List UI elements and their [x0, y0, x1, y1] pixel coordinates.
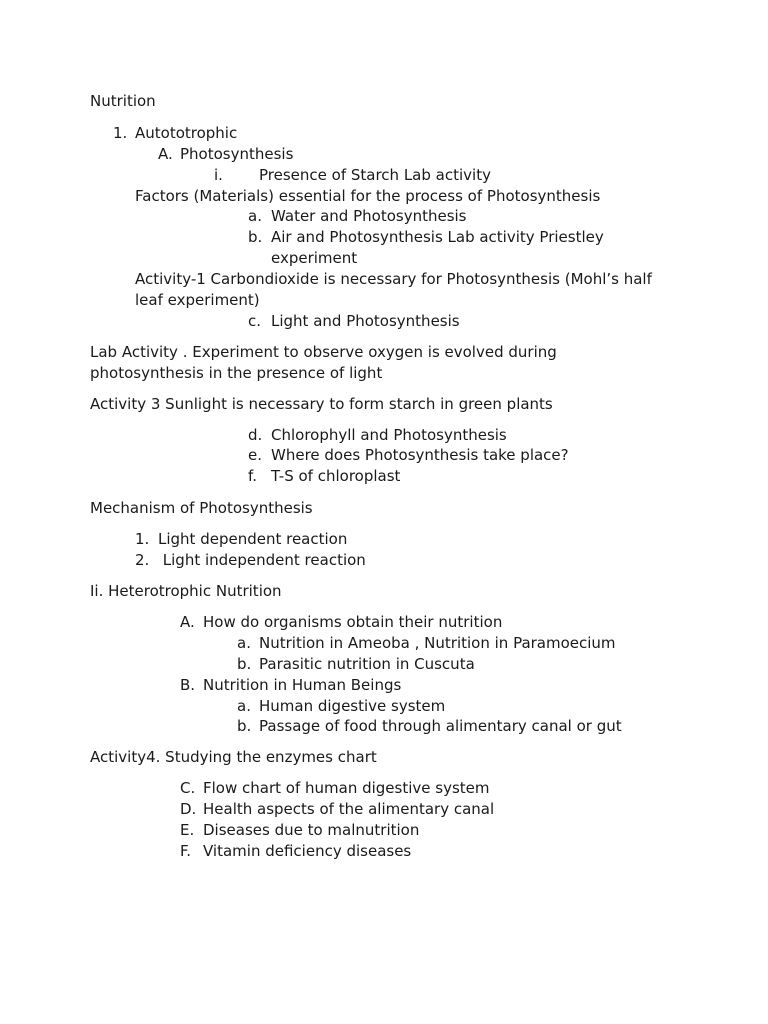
list-marker: c. — [248, 312, 262, 330]
list-item: Photosynthesis — [180, 145, 294, 163]
list-marker: D. — [180, 800, 197, 818]
list-item: Chlorophyll and Photosynthesis — [271, 426, 507, 444]
list-item: Where does Photosynthesis take place? — [271, 446, 569, 464]
paragraph: Lab Activity . Experiment to observe oxygen is evolved during — [90, 343, 557, 361]
list-marker: E. — [180, 821, 195, 839]
list-marker: F. — [180, 842, 191, 860]
list-marker: b. — [248, 228, 263, 246]
list-item: Human digestive system — [259, 697, 446, 715]
list-item: How do organisms obtain their nutrition — [203, 613, 503, 631]
paragraph: Activity-1 Carbondioxide is necessary for Photosynthesis (Mohl’s half — [135, 270, 652, 288]
list-marker: a. — [248, 207, 262, 225]
list-item: Presence of Starch Lab activity — [259, 166, 491, 184]
list-item: Vitamin deficiency diseases — [203, 842, 412, 860]
list-item: Water and Photosynthesis — [271, 207, 467, 225]
list-marker: 1. — [135, 530, 150, 548]
list-item: Nutrition in Human Beings — [203, 676, 402, 694]
list-marker: b. — [237, 655, 252, 673]
paragraph: Activity 3 Sunlight is necessary to form starch in green plants — [90, 395, 553, 413]
list-marker: i. — [214, 166, 223, 184]
list-item-continuation: experiment — [271, 249, 358, 267]
list-marker: A. — [180, 613, 195, 631]
list-marker: f. — [248, 467, 257, 485]
list-marker: 1. — [113, 124, 128, 142]
list-item: Passage of food through alimentary canal or gut — [259, 717, 622, 735]
section-heterotrophic: Ii. Heterotrophic Nutrition — [90, 582, 282, 600]
list-marker: a. — [237, 634, 251, 652]
list-item: Diseases due to malnutrition — [203, 821, 420, 839]
paragraph: leaf experiment) — [135, 291, 260, 309]
section-autotrophic: Autototrophic — [135, 124, 238, 142]
list-marker: a. — [237, 697, 251, 715]
list-item: Health aspects of the alimentary canal — [203, 800, 495, 818]
list-item: T-S of chloroplast — [271, 467, 401, 485]
paragraph: Activity4. Studying the enzymes chart — [90, 748, 377, 766]
paragraph: photosynthesis in the presence of light — [90, 364, 383, 382]
list-marker: 2. — [135, 551, 150, 569]
document-title: Nutrition — [90, 92, 156, 110]
list-item: Light and Photosynthesis — [271, 312, 460, 330]
list-marker: b. — [237, 717, 252, 735]
list-marker: d. — [248, 426, 263, 444]
list-item: Light dependent reaction — [158, 530, 348, 548]
section-heading: Mechanism of Photosynthesis — [90, 499, 313, 517]
list-item: Parasitic nutrition in Cuscuta — [259, 655, 475, 673]
list-item: Air and Photosynthesis Lab activity Priestley — [271, 228, 604, 246]
list-marker: e. — [248, 446, 262, 464]
list-marker: C. — [180, 779, 196, 797]
list-item: Nutrition in Ameoba , Nutrition in Paramoecium — [259, 634, 616, 652]
list-item: Light independent reaction — [158, 551, 366, 569]
list-marker: B. — [180, 676, 196, 694]
list-item: Flow chart of human digestive system — [203, 779, 490, 797]
list-marker: A. — [158, 145, 173, 163]
paragraph: Factors (Materials) essential for the process of Photosynthesis — [135, 187, 601, 205]
